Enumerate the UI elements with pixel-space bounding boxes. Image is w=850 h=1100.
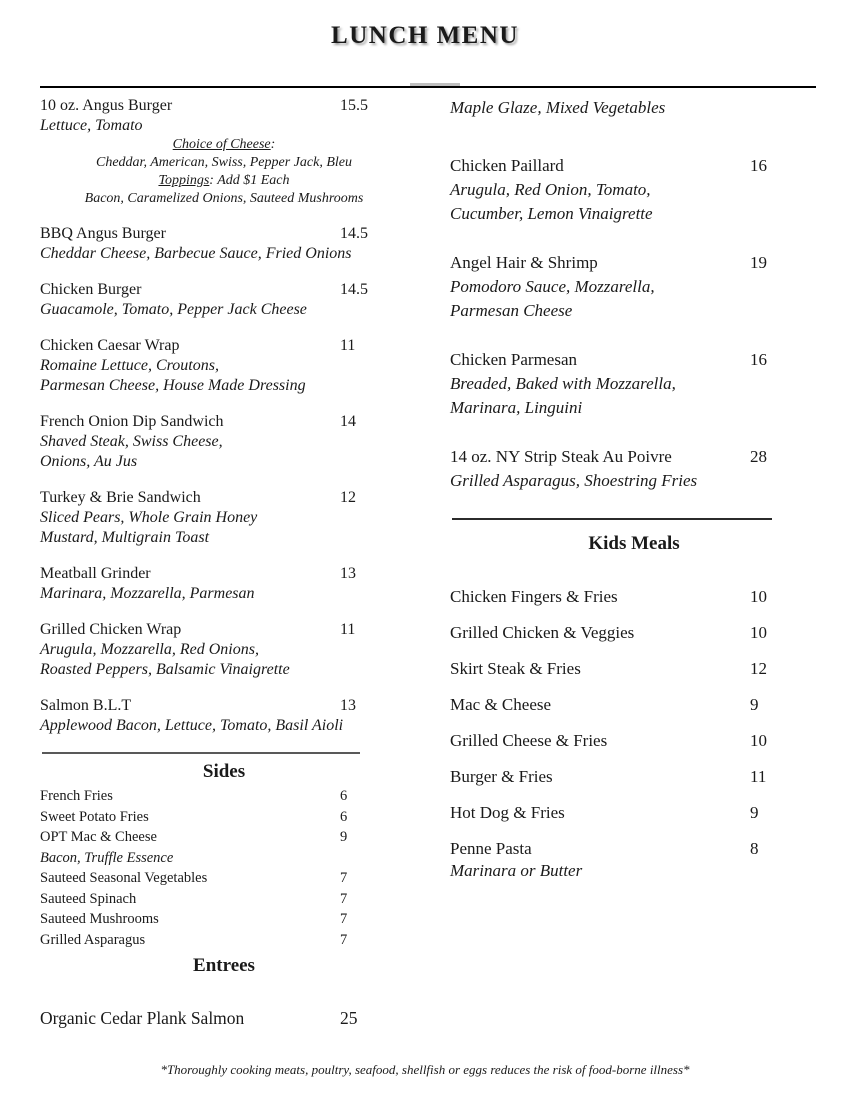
item-description: Roasted Peppers, Balsamic Vinaigrette <box>40 661 290 678</box>
menu-item-row <box>40 224 408 244</box>
item-price: 11 <box>340 337 356 354</box>
item-name: 14 oz. NY Strip Steak Au Poivre <box>450 447 672 466</box>
menu-item <box>40 564 408 604</box>
menu-item <box>450 766 818 788</box>
entrees-left-list <box>40 1006 408 1030</box>
page-title: LUNCH MENU <box>331 22 519 49</box>
menu-item-row <box>450 348 818 372</box>
menu-item-row <box>450 802 818 824</box>
item-description: Marinara, Mozzarella, Parmesan <box>40 585 255 602</box>
menu-item <box>40 807 408 828</box>
item-name: Grilled Chicken & Veggies <box>450 623 635 642</box>
item-price: 8 <box>750 839 759 858</box>
menu-item-row <box>450 251 818 275</box>
menu-item-row <box>40 909 408 930</box>
menu-item-row <box>450 730 818 752</box>
item-price: 25 <box>340 1008 358 1028</box>
menu-item-row <box>450 838 818 860</box>
item-description: Pomodoro Sauce, Mozzarella, <box>450 277 655 296</box>
item-description: Arugula, Red Onion, Tomato, <box>450 180 651 199</box>
menu-item-row <box>40 336 408 356</box>
item-price: 9 <box>750 695 759 714</box>
menu-item-row <box>40 889 408 910</box>
menu-item <box>40 696 408 736</box>
item-description: Applewood Bacon, Lettuce, Tomato, Basil Aioli <box>40 717 344 734</box>
entree-continuation-description: Maple Glaze, Mixed Vegetables <box>450 98 666 117</box>
item-price: 10 <box>750 587 767 606</box>
menu-item <box>450 694 818 716</box>
menu-item <box>450 658 818 680</box>
item-price: 28 <box>750 447 767 466</box>
item-price: 10 <box>750 623 767 642</box>
item-name: Skirt Steak & Fries <box>450 659 581 678</box>
item-description: Bacon, Truffle Essence <box>40 849 174 866</box>
menu-item <box>450 445 818 493</box>
menu-item-row <box>450 658 818 680</box>
item-name: BBQ Angus Burger <box>40 225 166 242</box>
item-description: Romaine Lettuce, Croutons, <box>40 357 219 374</box>
menu-item-row <box>450 694 818 716</box>
item-note: Toppings: Add $1 Each <box>158 173 290 188</box>
item-price: 9 <box>340 829 348 845</box>
menu-item-row <box>40 696 408 716</box>
item-price: 14.5 <box>340 281 368 298</box>
item-note: Bacon, Caramelized Onions, Sauteed Mushrooms <box>84 191 364 206</box>
footer-disclaimer: *Thoroughly cooking meats, poultry, seafood, shellfish or eggs reduces the risk of food-borne illness* <box>160 1062 690 1077</box>
left-column <box>40 96 408 1030</box>
sides-header: Sides <box>202 761 246 782</box>
item-name: Chicken Paillard <box>450 156 564 175</box>
menu-item-row <box>40 96 408 116</box>
entrees-gap <box>40 980 408 1006</box>
menu-item-row <box>40 786 408 807</box>
entrees-right-list <box>450 154 818 493</box>
kids-meals-header: Kids Meals <box>588 533 680 554</box>
menu-item-row <box>40 868 408 889</box>
item-description: Parmesan Cheese, House Made Dressing <box>40 377 306 394</box>
item-name: 10 oz. Angus Burger <box>40 97 173 114</box>
item-name: French Fries <box>40 788 113 804</box>
menu-item <box>40 1006 408 1030</box>
item-description: Lettuce, Tomato <box>40 117 143 134</box>
menu-item <box>40 336 408 396</box>
item-description: Sliced Pears, Whole Grain Honey <box>40 509 258 526</box>
item-price: 7 <box>340 890 348 907</box>
menu-item <box>40 224 408 264</box>
item-name: Grilled Asparagus <box>40 931 146 948</box>
item-price: 16 <box>750 350 767 369</box>
menu-item-row <box>40 280 408 300</box>
menu-item-row <box>40 412 408 432</box>
menu-item <box>450 154 818 226</box>
sandwich-list <box>40 96 408 736</box>
item-name: Turkey & Brie Sandwich <box>40 489 201 506</box>
menu-item <box>40 620 408 680</box>
item-description: Marinara or Butter <box>450 861 583 880</box>
menu-item-row <box>40 930 408 951</box>
menu-item-row <box>40 827 408 848</box>
item-name: Sweet Potato Fries <box>40 808 149 825</box>
menu-item <box>40 412 408 472</box>
item-price: 13 <box>340 697 356 714</box>
menu-item <box>450 802 818 824</box>
right-column <box>450 96 818 896</box>
item-name: Salmon B.L.T <box>40 697 132 714</box>
item-price: 7 <box>340 931 348 948</box>
item-description: Arugula, Mozzarella, Red Onions, <box>40 641 259 658</box>
item-price: 12 <box>750 659 767 678</box>
item-description: Cheddar Cheese, Barbecue Sauce, Fried Onions <box>40 245 352 262</box>
item-price: 19 <box>750 253 767 272</box>
menu-item <box>40 96 408 208</box>
item-description: Grilled Asparagus, Shoestring Fries <box>450 471 698 490</box>
entrees-header: Entrees <box>193 955 255 976</box>
item-note: Cheddar, American, Swiss, Pepper Jack, Bleu <box>96 155 352 170</box>
menu-item-row <box>40 488 408 508</box>
menu-item-row <box>450 154 818 178</box>
item-description: Onions, Au Jus <box>40 453 138 470</box>
item-name: Grilled Cheese & Fries <box>450 731 608 750</box>
menu-item-row <box>40 1006 408 1030</box>
item-price: 13 <box>340 565 356 582</box>
item-price: 14.5 <box>340 225 368 242</box>
item-name: Angel Hair & Shrimp <box>450 253 598 272</box>
menu-item <box>40 930 408 951</box>
menu-item <box>450 586 818 608</box>
item-name: Organic Cedar Plank Salmon <box>40 1008 245 1028</box>
item-price: 9 <box>750 803 759 822</box>
item-name: Chicken Burger <box>40 281 142 298</box>
item-price: 14 <box>340 413 356 430</box>
item-price: 6 <box>340 808 348 825</box>
item-price: 12 <box>340 489 356 506</box>
item-description: Breaded, Baked with Mozzarella, <box>450 374 676 393</box>
menu-item-row <box>450 622 818 644</box>
item-price: 15.5 <box>340 97 368 114</box>
item-name: Sauteed Mushrooms <box>40 911 159 927</box>
sides-divider <box>42 752 360 754</box>
item-description: Marinara, Linguini <box>450 398 583 417</box>
item-name: Burger & Fries <box>450 767 553 786</box>
menu-item <box>40 280 408 320</box>
menu-item-row <box>40 564 408 584</box>
item-name: Chicken Parmesan <box>450 350 577 369</box>
item-price: 11 <box>340 621 356 638</box>
item-price: 7 <box>340 870 348 886</box>
menu-item-row <box>40 620 408 640</box>
kids-divider <box>452 518 772 520</box>
item-name: Penne Pasta <box>450 839 532 858</box>
item-name: Meatball Grinder <box>40 565 151 582</box>
menu-item <box>450 251 818 323</box>
item-price: 6 <box>340 788 348 804</box>
menu-item <box>40 786 408 807</box>
item-name: Mac & Cheese <box>450 695 552 714</box>
item-description: Parmesan Cheese <box>450 301 573 320</box>
item-note: Choice of Cheese: <box>172 137 276 152</box>
item-price: 10 <box>750 731 767 750</box>
item-name: French Onion Dip Sandwich <box>40 413 224 430</box>
item-name: Hot Dog & Fries <box>450 803 565 822</box>
item-price: 16 <box>750 156 767 175</box>
menu-item <box>40 488 408 548</box>
item-name: Sauteed Spinach <box>40 890 137 907</box>
kids-meals-list <box>450 586 818 882</box>
item-price: 7 <box>340 911 348 927</box>
item-description: Guacamole, Tomato, Pepper Jack Cheese <box>40 301 307 318</box>
item-note-underlined: Choice of Cheese <box>172 137 271 152</box>
menu-item <box>40 889 408 910</box>
menu-item-row <box>450 445 818 469</box>
item-description: Cucumber, Lemon Vinaigrette <box>450 204 653 223</box>
menu-item <box>40 909 408 930</box>
menu-item <box>40 827 408 868</box>
item-name: Sauteed Seasonal Vegetables <box>40 870 208 886</box>
menu-item <box>40 868 408 889</box>
menu-item <box>450 838 818 882</box>
menu-item-row <box>450 766 818 788</box>
item-name: Grilled Chicken Wrap <box>40 621 182 638</box>
item-name: Chicken Caesar Wrap <box>40 337 180 354</box>
item-description: Shaved Steak, Swiss Cheese, <box>40 433 223 450</box>
sides-list <box>40 786 408 950</box>
item-note-underlined: Toppings <box>158 173 210 188</box>
menu-item-row <box>40 807 408 828</box>
item-name: Chicken Fingers & Fries <box>450 587 618 606</box>
menu-item <box>450 730 818 752</box>
top-divider <box>40 86 816 88</box>
menu-item <box>450 348 818 420</box>
item-price: 11 <box>750 767 767 786</box>
item-description: Mustard, Multigrain Toast <box>40 529 210 546</box>
item-name: OPT Mac & Cheese <box>40 829 157 845</box>
menu-item-row <box>450 586 818 608</box>
menu-item <box>450 622 818 644</box>
